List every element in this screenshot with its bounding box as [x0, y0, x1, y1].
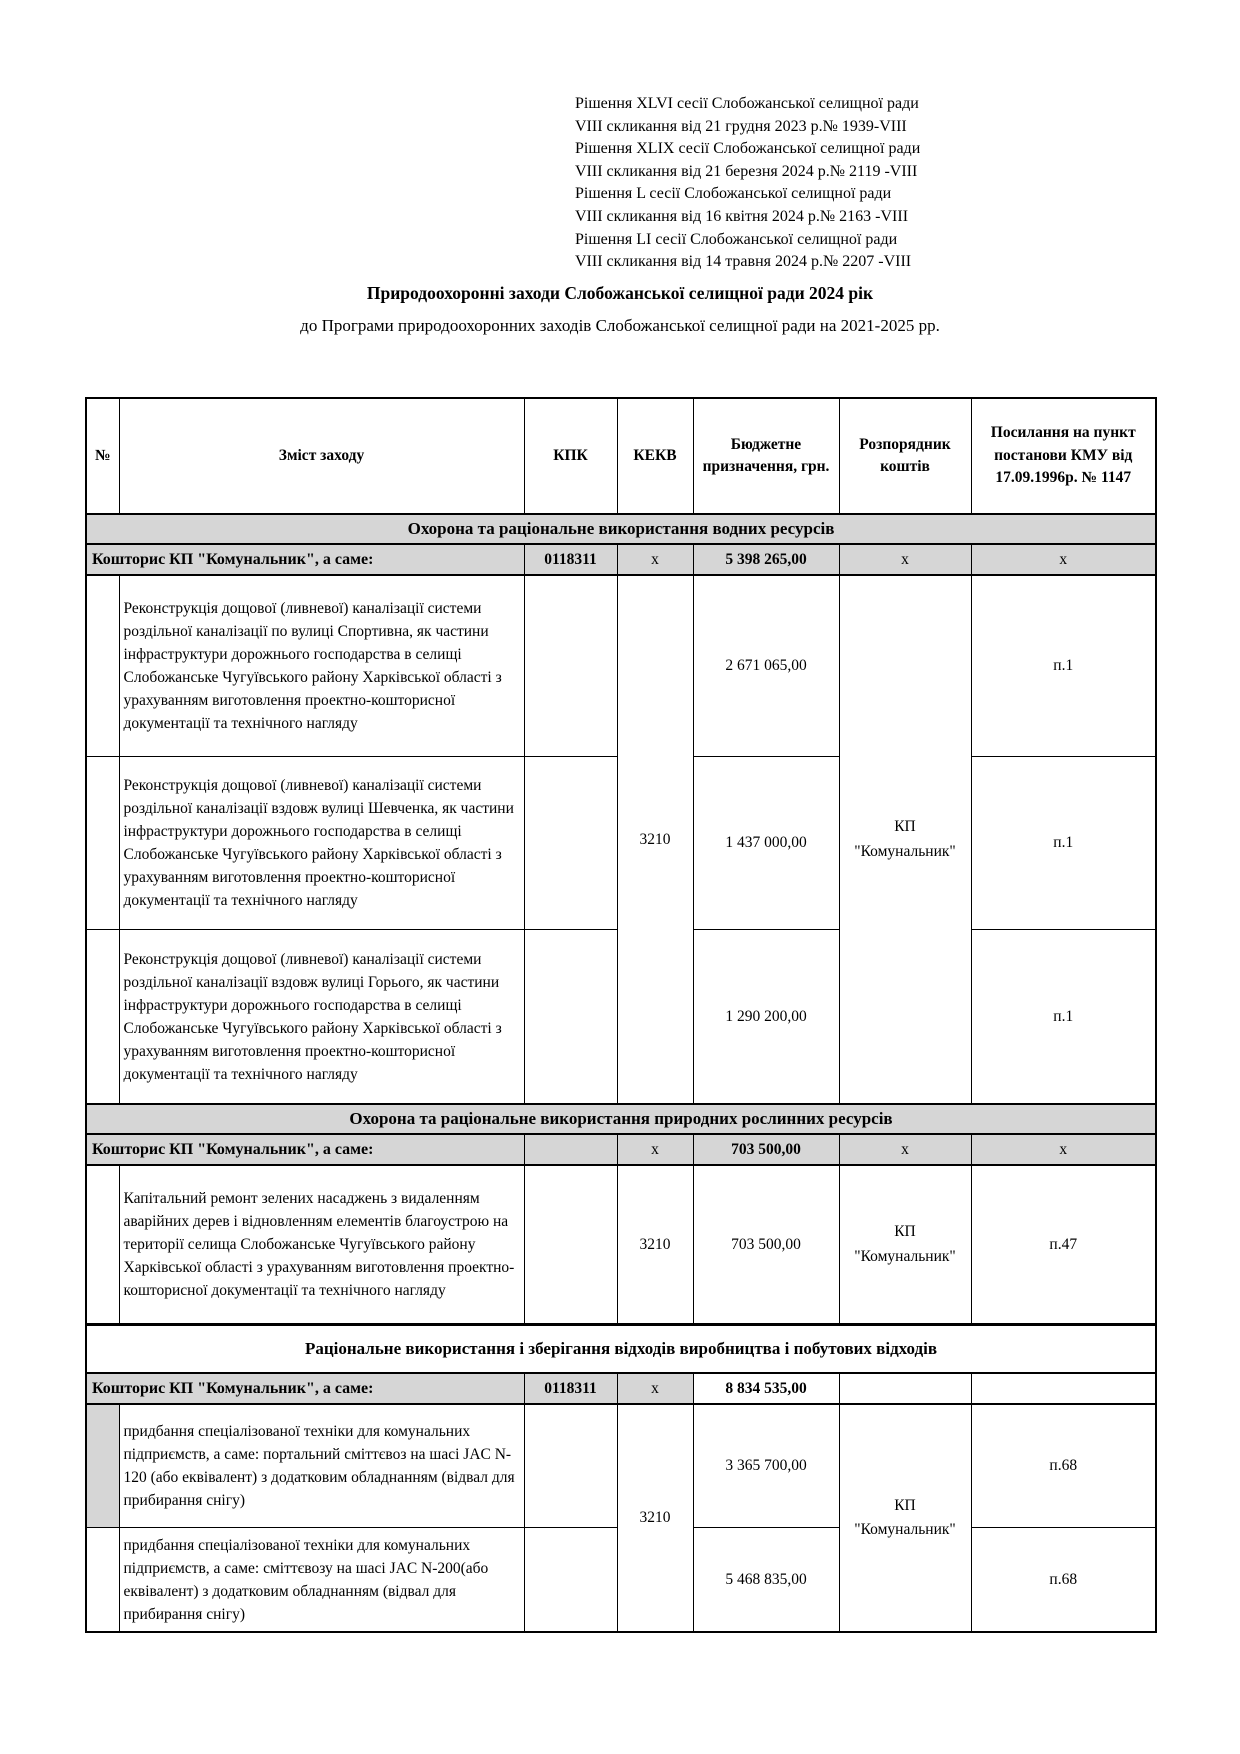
measures-table	[85, 397, 1157, 1633]
cell-kekv: 3210	[617, 575, 693, 1104]
reference-line: Рішення LI сесії Слобожанської селищної ради	[575, 230, 898, 248]
estimate-kekv: x	[617, 1373, 693, 1404]
cell-num	[86, 1165, 119, 1325]
estimate-reference: x	[971, 1134, 1156, 1165]
estimate-reference: x	[971, 544, 1156, 575]
cell-reference: п.1	[971, 575, 1156, 757]
estimate-reference	[971, 1373, 1156, 1404]
cell-kekv: 3210	[617, 1404, 693, 1632]
header-budget: Бюджетне призначення, грн.	[693, 398, 839, 514]
estimate-amount: 703 500,00	[693, 1134, 839, 1165]
estimate-row	[86, 544, 1156, 575]
cell-measure-text: Реконструкція дощової (ливневої) каналізації системи роздільної каналізації по вулиці Спортивна, як частини інфраструктури дорожнього господарства в селищі Слобожанське Чугуївського району Харківської області з урахуванням виготовлення проектно-кошторисної документації та технічного нагляду	[119, 575, 524, 757]
cell-reference: п.1	[971, 757, 1156, 930]
estimate-label: Кошторис КП "Комунальник", а саме:	[86, 1373, 524, 1404]
estimate-manager	[839, 1373, 971, 1404]
cell-kpk	[524, 1165, 617, 1325]
estimate-manager: x	[839, 1134, 971, 1165]
estimate-kpk: 0118311	[524, 1373, 617, 1404]
page-subtitle: до Програми природоохоронних заходів Слобожанської селищної ради на 2021-2025 рр.	[300, 316, 940, 335]
cell-reference: п.68	[971, 1528, 1156, 1633]
page-title: Природоохоронні заходи Слобожанської селищної ради 2024 рік	[366, 283, 874, 303]
estimate-kekv: x	[617, 544, 693, 575]
cell-num	[86, 757, 119, 930]
cell-measure-text: Капітальний ремонт зелених насаджень з видаленням аварійних дерев і відновленням елементів благоустрою на території селища Слобожанське Чугуївського району Харківської області з урахуванням виготовлення проектно-кошторисної документації та технічного нагляду	[119, 1165, 524, 1325]
cell-measure-text: придбання спеціалізованої техніки для комунальних підприємств, а саме: портальний сміттєвоз на шасі JAC N-120 (або еквівалент) з додатковим обладнанням (відвал для прибирання снігу)	[119, 1404, 524, 1528]
cell-kekv: 3210	[617, 1165, 693, 1325]
cell-kpk	[524, 1528, 617, 1633]
reference-line: VIII скликання від 16 квітня 2024 р.№ 2163 -VIII	[575, 207, 909, 225]
section-header-waste	[86, 1325, 1156, 1374]
header-content: Зміст заходу	[119, 398, 524, 514]
header-kekv: КЕКВ	[617, 398, 693, 514]
estimate-row	[86, 1134, 1156, 1165]
reference-line: Рішення XLIX сесії Слобожанської селищної ради	[575, 140, 921, 158]
estimate-label: Кошторис КП "Комунальник", а саме:	[86, 1134, 524, 1165]
cell-kpk	[524, 757, 617, 930]
estimate-amount: 8 834 535,00	[693, 1373, 839, 1404]
cell-amount: 1 290 200,00	[693, 930, 839, 1105]
estimate-label: Кошторис КП "Комунальник", а саме:	[86, 544, 524, 575]
header-num: №	[86, 398, 119, 514]
header-kpk: КПК	[524, 398, 617, 514]
header-manager: Розпорядник коштів	[839, 398, 971, 514]
cell-num	[86, 930, 119, 1105]
cell-amount: 3 365 700,00	[693, 1404, 839, 1528]
section-title: Раціональне використання і зберігання відходів виробництва і побутових відходів	[86, 1325, 1156, 1374]
cell-amount: 703 500,00	[693, 1165, 839, 1325]
reference-line: VIII скликання від 14 травня 2024 р.№ 2207 -VIII	[575, 253, 912, 271]
estimate-amount: 5 398 265,00	[693, 544, 839, 575]
section-header-water	[86, 514, 1156, 544]
cell-kpk	[524, 575, 617, 757]
cell-kpk	[524, 930, 617, 1105]
cell-manager: КП "Комунальник"	[839, 1404, 971, 1632]
estimate-manager: x	[839, 544, 971, 575]
reference-line: VIII скликання від 21 березня 2024 р.№ 2119 -VIII	[575, 162, 918, 180]
cell-amount: 5 468 835,00	[693, 1528, 839, 1633]
cell-manager: КП "Комунальник"	[839, 575, 971, 1104]
section-title: Охорона та раціональне використання природних рослинних ресурсів	[86, 1104, 1156, 1134]
table-row	[86, 1404, 1156, 1528]
table-row	[86, 1165, 1156, 1325]
cell-kpk	[524, 1404, 617, 1528]
estimate-kpk	[524, 1134, 617, 1165]
section-title: Охорона та раціональне використання водних ресурсів	[86, 514, 1156, 544]
cell-num	[86, 1404, 119, 1528]
cell-num	[86, 1528, 119, 1633]
cell-reference: п.68	[971, 1404, 1156, 1528]
cell-amount: 2 671 065,00	[693, 575, 839, 757]
cell-amount: 1 437 000,00	[693, 757, 839, 930]
cell-manager: КП "Комунальник"	[839, 1165, 971, 1325]
estimate-row	[86, 1373, 1156, 1404]
section-header-plants	[86, 1104, 1156, 1134]
reference-line: Рішення L сесії Слобожанської селищної ради	[575, 185, 892, 203]
decision-references	[575, 93, 920, 274]
header-reference: Посилання на пункт постанови КМУ від 17.09.1996р. № 1147	[971, 398, 1156, 514]
reference-line: VIII скликання від 21 грудня 2023 р.№ 1939-VIII	[575, 117, 907, 135]
table-header-row	[86, 398, 1156, 514]
reference-line: Рішення XLVI сесії Слобожанської селищної ради	[575, 95, 919, 112]
cell-reference: п.47	[971, 1165, 1156, 1325]
estimate-kekv: x	[617, 1134, 693, 1165]
cell-measure-text: Реконструкція дощової (ливневої) каналізації системи роздільної каналізації вздовж вулиці Горього, як частини інфраструктури дорожнього господарства в селищі Слобожанське Чугуївського району Харківської області з урахуванням виготовлення проектно-кошторисної документації та технічного нагляду	[119, 930, 524, 1105]
cell-reference: п.1	[971, 930, 1156, 1105]
cell-measure-text: придбання спеціалізованої техніки для комунальних підприємств, а саме: сміттєвозу на шасі JAC N-200(або еквівалент) з додатковим обладнанням (відвал для прибирання снігу)	[119, 1528, 524, 1633]
cell-num	[86, 575, 119, 757]
estimate-kpk: 0118311	[524, 544, 617, 575]
table-row	[86, 575, 1156, 757]
cell-measure-text: Реконструкція дощової (ливневої) каналізації системи роздільної каналізації вздовж вулиці Шевченка, як частини інфраструктури дорожнього господарства в селищі Слобожанське Чугуївського району Харківської області з урахуванням виготовлення проектно-кошторисної документації та технічного нагляду	[119, 757, 524, 930]
